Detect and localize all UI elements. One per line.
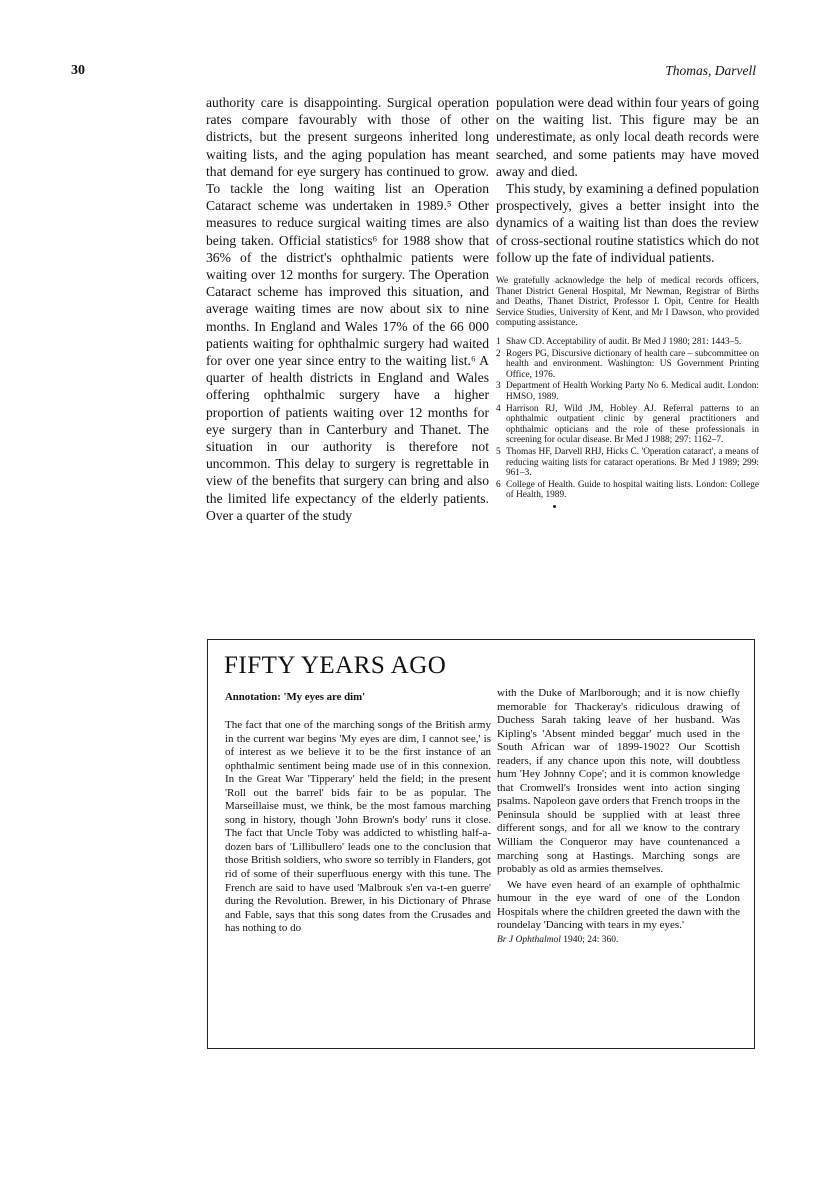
- reference-list: [496, 337, 759, 501]
- page-number: 30: [71, 63, 85, 78]
- acknowledgement: We gratefully acknowledge the help of medical records officers, Thanet District General Hospital, Mr Newman, Registrar of Births and Deaths, Thanet District, Professor L Opit, Centre for Health Service Studies, University of Kent, and Mr I Dawson, who provided computing assistance.: [496, 276, 759, 329]
- reference-item: 4 Harrison RJ, Wild JM, Hobley AJ. Referral patterns to an ophthalmic outpatient clinic by general practitioners and ophthalmic opticians and the role of these professionals in screening for ocular disease. Br Med J 1988; 297: 1162–7.: [496, 403, 759, 446]
- running-head: Thomas, Darvell: [665, 63, 756, 78]
- reference-item: 2 Rogers PG, Discursive dictionary of health care – subcommittee on health and environment. Washington: US Government Printing Office, 1976.: [496, 348, 759, 380]
- print-dot: [553, 505, 556, 508]
- box-paragraph: with the Duke of Marlborough; and it is now chiefly memorable for Thackeray's ridiculous drawing of Duchess Sarah taking leave of her husband. Was Kipling's 'Absent minded beggar' much used in the South African war of 1899-1902? Our Scottish readers, if any chance upon this note, will doubtless hum 'Hey Johnny Cope'; and it is common knowledge that Cromwell's Ironsides went into action singing psalms. Napoleon gave orders that French troops in the Peninsula should be supplied with at least three different songs, and for all we know to the contrary William the Conqueror may have countenanced a marching song at Hastings. Marching songs are probably as old as armies themselves.: [497, 687, 740, 876]
- annotation-heading: Annotation: 'My eyes are dim': [225, 691, 366, 703]
- body-paragraph: population were dead within four years of going on the waiting list. This figure may be an underestimate, as only local death records were searched, and some patients may have moved away and died.: [496, 95, 759, 179]
- box-paragraph: The fact that one of the marching songs of the British army in the current war begins 'My eyes are dim, I cannot see,' is of interest as we believe it to be the first instance of an ophthalmic sentiment being made use of in this connexion. In the Great War 'Tipperary' held the field; in the present 'Roll out the barrel' bids fair to be as popular. The Marseillaise must, we think, be the most famous marching song in history, though 'John Brown's body' runs it close. The fact that Uncle Toby was addicted to whistling half-a-dozen bars of 'Lillibullero' leads one to the conclusion that those British soldiers, who swore so terribly in Flanders, got rid of some of their superfluous energy with this tune. The French are said to have used 'Malbrouk s'en va-t-en guerre' during the Revolution. Brewer, in his Dictionary of Phrase and Fable, says that this song dates from the Crusades and has nothing to do: [225, 719, 491, 935]
- box-title: FIFTY YEARS AGO: [224, 652, 447, 679]
- box-right-column: [497, 687, 740, 945]
- box-paragraph: We have even heard of an example of ophthalmic humour in the eye ward of one of the London Hospitals where the children greeted the dawn with the roundelay 'Dancing with tears in my eyes.': [497, 878, 740, 932]
- body-paragraph: This study, by examining a defined population prospectively, gives a better insight into the dynamics of a waiting list than does the review of cross-sectional routine statistics which do not follow up the fate of individual patients.: [496, 181, 759, 265]
- left-column: [206, 94, 489, 524]
- body-paragraph: authority care is disappointing. Surgical operation rates compare favourably with those of other districts, but the present surgeons inherited long waiting lists, and the aging population has meant that demand for eye surgery has continued to grow. To tackle the long waiting list an Operation Cataract scheme was undertaken in 1989.⁵ Other measures to reduce surgical waiting times are also being taken. Official statistics⁶ for 1988 show that 36% of the district's ophthalmic patients were waiting over 12 months for surgery. The Operation Cataract scheme has improved this situation, and average waiting times are now about six to nine months. In England and Wales 17% of the 66 000 patients waiting for ophthalmic surgery had waited for over one year since entry to the waiting list.⁶ A quarter of health districts in England and Wales offering ophthalmic surgery have a higher proportion of patients waiting over 12 months for eye surgery than in Canterbury and Thanet. The situation in our authority is therefore not uncommon. This delay to surgery is regrettable in view of the benefits that surgery can bring and also the limited life expectancy of the elderly patients. Over a quarter of the study: [206, 95, 489, 523]
- box-left-column: [225, 691, 491, 936]
- reference-item: 1 Shaw CD. Acceptability of audit. Br Med J 1980; 281: 1443–5.: [496, 337, 742, 347]
- citation: Br J Ophthalmol 1940; 24: 360.: [497, 934, 619, 945]
- right-column: [496, 94, 759, 502]
- reference-item: 3 Department of Health Working Party No 6. Medical audit. London: HMSO, 1989.: [496, 381, 759, 402]
- reference-item: 5 Thomas HF, Darvell RHJ, Hicks C. 'Operation cataract', a means of reducing waiting lists for cataract operations. Br Med J 1989; 299: 961–3.: [496, 446, 759, 479]
- reference-item: 6 College of Health. Guide to hospital waiting lists. London: College of Health, 1989.: [496, 479, 759, 501]
- fifty-years-ago-box: [207, 639, 755, 1049]
